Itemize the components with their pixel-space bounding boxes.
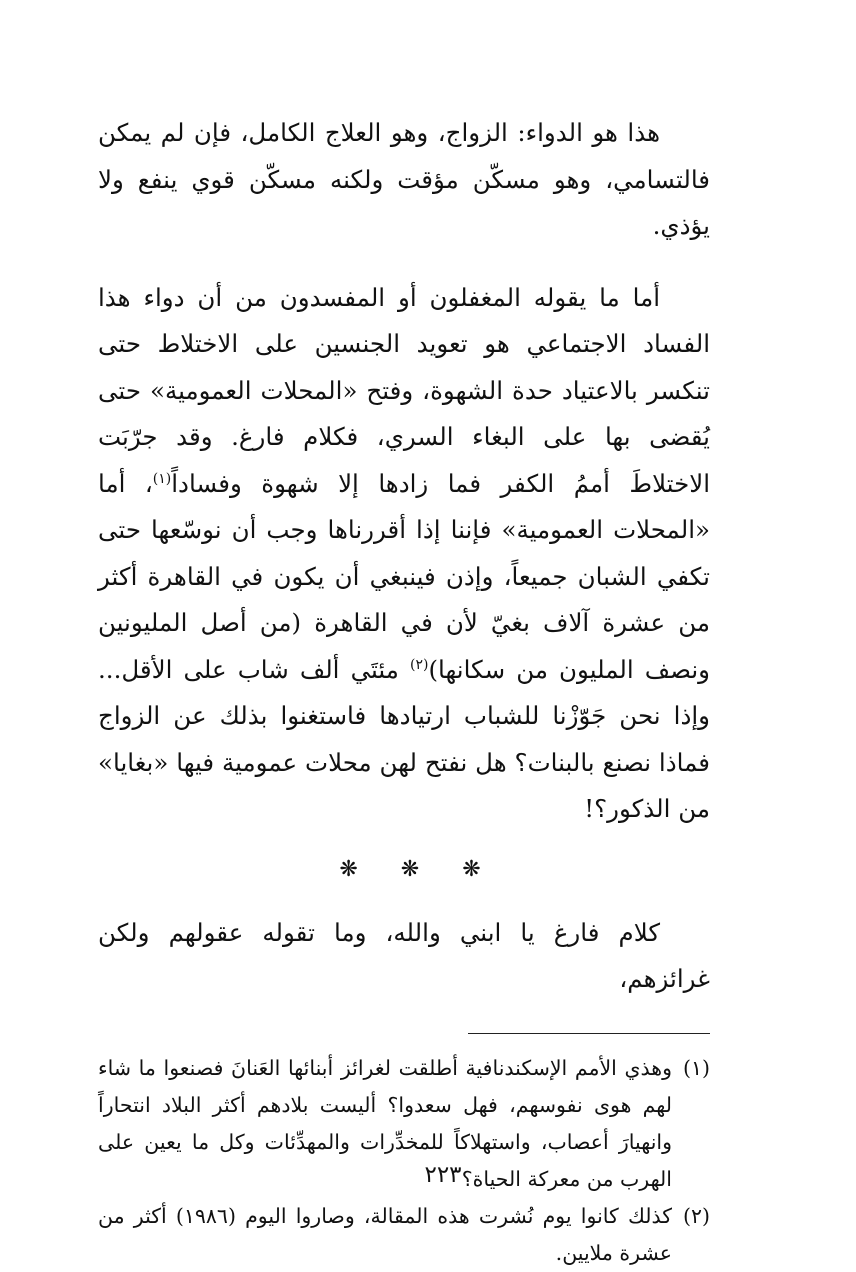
page-number: ٢٢٣	[424, 1162, 462, 1188]
footnote-divider	[468, 1033, 710, 1034]
paragraph-2-text-a: أما ما يقوله المغفلون أو المفسدون من أن دواء هذا الفساد الاجتماعي هو تعويد الجنسين على الاختلاط حتى تنكسر بالاعتياد حدة الشهوة، وفتح «المحلات العمومية» حتى يُقضى بها على البغاء السري، فكلام فارغ. وقد جرّبَت الاختلاطَ أممُ الكفر فما زادها إلا شهوة وفساداً	[98, 282, 711, 498]
paragraph-1	[98, 110, 710, 250]
footnote-number: (١)	[682, 1055, 710, 1080]
footnote-ref-1: (١)	[152, 470, 172, 487]
footnote-number: (٢)	[682, 1203, 710, 1228]
paragraph-3	[98, 910, 710, 1003]
paragraph-3-text: كلام فارغ يا ابني والله، وما تقوله عقولهم ولكن غرائزهم،	[98, 917, 710, 993]
footnote-text: كذلك كانوا يوم نُشرت هذه المقالة، وصاروا اليوم (١٩٨٦) أكثر من عشرة ملايين.	[98, 1203, 672, 1265]
paragraph-2	[98, 275, 710, 833]
footnote-text: وهذي الأمم الإسكندنافية أطلقت لغرائز أبنائها العَنانَ فصنعوا ما شاء لهم هوى نفوسهم، فهل سعدوا؟ أليست بلادهم أكثر البلاد انتحاراً وانهيارَ أعصاب، واستهلاكاً للمخدِّرات والمهدِّئات وكل ما يعين على الهرب من معركة الحياة؟	[98, 1055, 672, 1191]
paragraph-2-text-c: مئتَي ألف شاب على الأقل... وإذا نحن جَوّزْنا للشباب ارتيادها فاستغنوا بذلك عن الزواج فماذا نصنع بالبنات؟ هل نفتح لهن محلات عمومية فيها «بغايا» من الذكور؟!	[98, 654, 710, 823]
paragraph-2-text-b: ، أما «المحلات العمومية» فإننا إذا أقررناها وجب أن نوسّعها حتى تكفي الشبان جميعاً، وإذن فينبغي أن يكون في القاهرة أكثر من عشرة آلاف بغيّ لأن في القاهرة (من أصل المليونين ونصف المليون من سكانها)	[98, 468, 710, 684]
book-page	[98, 110, 710, 1270]
paragraph-1-text: هذا هو الدواء: الزواج، وهو العلاج الكامل، فإن لم يمكن فالتسامي، وهو مسكّن مؤقت ولكنه مسكّن قوي ينفع ولا يؤذي.	[98, 118, 710, 240]
footnote-ref-2: (٢)	[409, 656, 429, 673]
footnote-2	[98, 1198, 710, 1272]
section-separator: ❋ ❋ ❋	[339, 856, 499, 882]
footnotes	[98, 1050, 710, 1272]
